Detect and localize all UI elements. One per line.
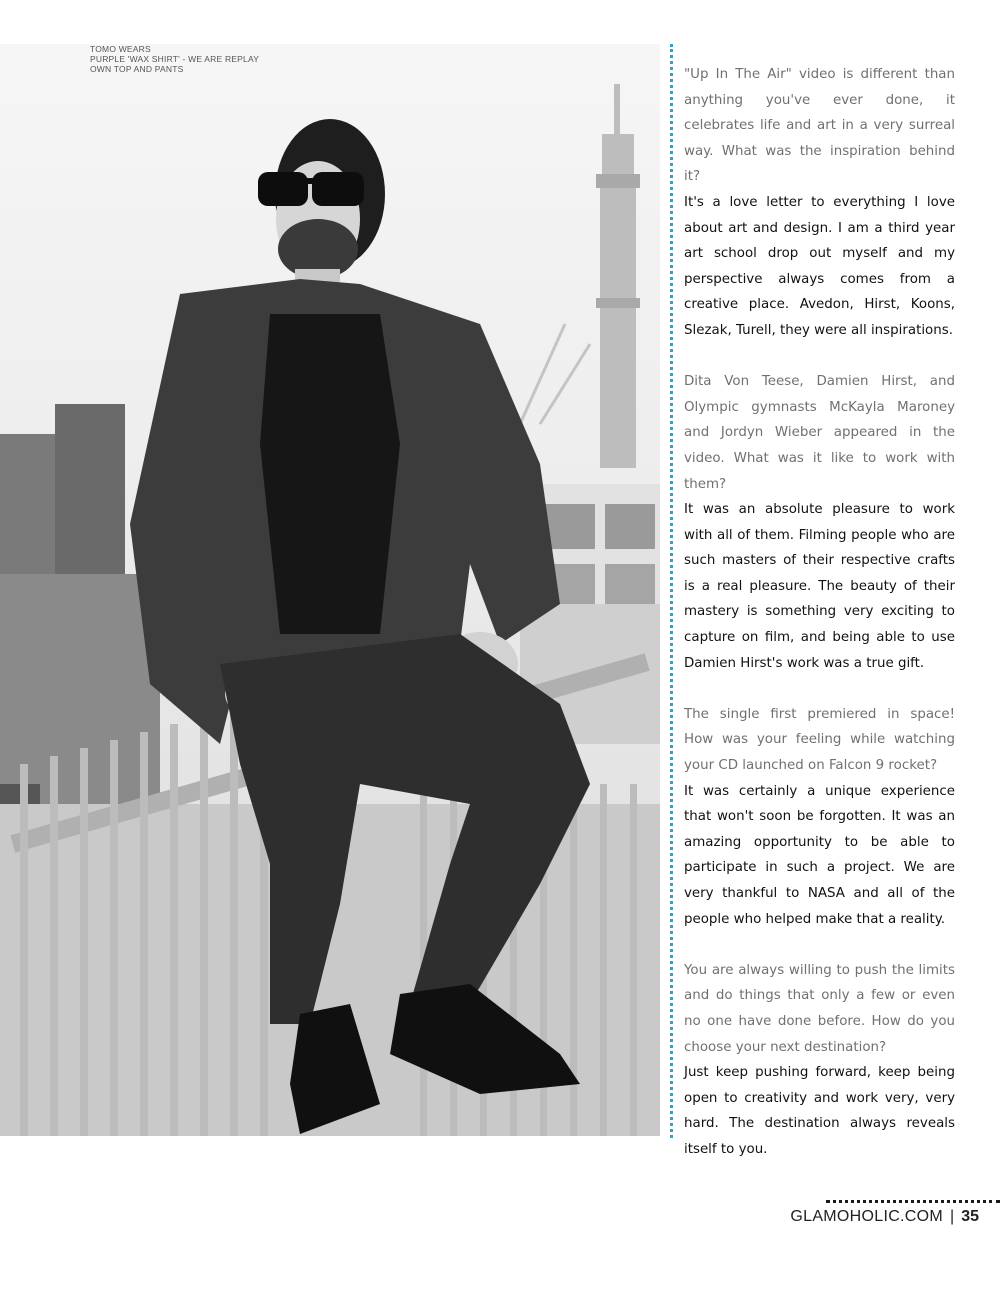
site-name[interactable]: GLAMOHOLIC.COM (790, 1208, 944, 1225)
interview-answer: It's a love letter to everything I love about art and design. I am a third year art school drop out myself and my perspective always comes from a creative place. Avedon, Hirst, Koons, Slezak, Turell, they were all inspirations. (684, 194, 955, 338)
portrait-photo (0, 44, 660, 1136)
paragraph-gap (684, 344, 955, 370)
caption-line: PURPLE 'WAX SHIRT' - WE ARE REPLAY (90, 54, 260, 64)
interview-question: The single first premiered in space! How was your feeling while watching your CD launched on Falcon 9 rocket? (684, 706, 955, 774)
interview-question: You are always willing to push the limits and do things that only a few or even no one have done before. How do you choose your next destination? (684, 962, 955, 1055)
caption-line: TOMO WEARS (90, 44, 151, 54)
interview-question: "Up In The Air" video is different than anything you've ever done, it celebrates life and art in a very surreal way. What was the inspiration behind it? (684, 67, 955, 185)
paragraph-gap (684, 932, 955, 958)
interview-answer: It was certainly a unique experience that won't soon be forgotten. It was an amazing opportunity to be able to participate in such a project. We are very thankful to NASA and all of the people who helped make that a reality. (684, 783, 955, 927)
paragraph-gap (684, 676, 955, 702)
footer-dotted-rule (826, 1200, 1000, 1203)
page-footer (790, 1208, 979, 1226)
interview-answer: Just keep pushing forward, keep being open to creativity and work very, very hard. The destination always reveals itself to you. (684, 1065, 955, 1157)
interview-answer: It was an absolute pleasure to work with all of them. Filming people who are such masters of their respective crafts is a real pleasure. The beauty of their mastery is something very exciting to capture on film, and being able to use Damien Hirst's work was a true gift. (684, 502, 955, 671)
rooftop-portrait-illustration (0, 44, 660, 1136)
caption-line: OWN TOP AND PANTS (90, 64, 184, 74)
telecom-tower (596, 84, 640, 468)
sunglasses (258, 172, 308, 206)
interview-article (684, 62, 955, 1163)
cranes (520, 324, 590, 424)
footer-separator: | (950, 1208, 955, 1225)
interview-question: Dita Von Teese, Damien Hirst, and Olympic gymnasts McKayla Maroney and Jordyn Wieber appeared in the video. What was it like to work with them? (684, 374, 955, 492)
photo-caption (90, 44, 310, 74)
page-number: 35 (961, 1208, 979, 1225)
column-divider (670, 44, 673, 1138)
